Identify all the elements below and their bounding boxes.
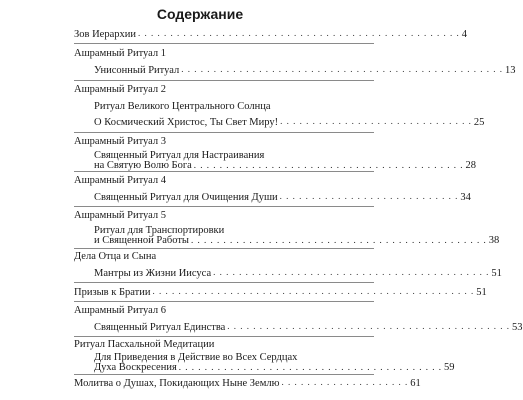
divider (74, 43, 374, 44)
toc-entry-ashram-ritual-4 (74, 175, 374, 186)
toc-entry-ashram-ritual-1 (74, 48, 374, 59)
toc-entry-prayer-for-souls (74, 377, 421, 389)
toc-entry-unison-ritual (94, 64, 516, 76)
toc-entry-label: Дела Отца и Сына (74, 251, 157, 262)
leader-dots: . . . . . . . . . . . . . . . . . . . . . . . . . . . . . . (280, 116, 472, 126)
divider (74, 206, 374, 207)
divider (74, 336, 374, 337)
toc-entry-label: Призыв к Братии (74, 287, 151, 298)
toc-entry-will-of-god-ritual (94, 150, 477, 171)
toc-entry-page: 51 (491, 268, 502, 279)
leader-dots: . . . . . . . . . . . . . . . . . . . . . . . . . . . . . . . . . . . . . . . . . . . . . . (190, 235, 487, 245)
toc-entry-page: 13 (504, 65, 516, 76)
toc-entry-label-line-2: и Священной Работы (94, 235, 189, 246)
toc-entry-transport-ritual (94, 225, 500, 246)
toc-entry-label: Ритуал Пасхальной Медитации (74, 339, 215, 350)
toc-entry-spirit-of-resurrection (94, 352, 455, 373)
leader-dots: . . . . . . . . . . . . . . . . . . . . . . . . . . . . (279, 191, 459, 201)
divider (74, 282, 374, 283)
toc-entry-call-to-brethren (74, 286, 487, 298)
leader-dots: . . . . . . . . . . . . . . . . . . . . . . . . . . . . . . . . . . . . . . . . . . . . (227, 321, 511, 331)
toc-entry-label: Мантры из Жизни Иисуса (94, 268, 212, 279)
divider (74, 171, 374, 172)
toc-entry-label: Ритуал Великого Центрального Солнца (94, 101, 271, 112)
toc-entry-ashram-ritual-2 (74, 84, 374, 95)
divider (74, 132, 374, 133)
toc-entry-label-line-1: Для Приведения в Действие во Всех Сердцах (94, 352, 298, 363)
toc-entry-label-line-1: Священный Ритуал для Настраивания (94, 150, 265, 161)
toc-entry-label-line-1: Ритуал для Транспортировки (94, 225, 225, 236)
divider (74, 80, 374, 81)
divider (74, 301, 374, 302)
toc-entry-label: Ашрамный Ритуал 2 (74, 84, 167, 95)
leader-dots: . . . . . . . . . . . . . . . . . . . . . . . . . . . . . . . . . . . . . . . . . . . (213, 267, 490, 277)
toc-entry-label: Молитва о Душах, Покидающих Ныне Землю (74, 378, 280, 389)
leader-dots: . . . . . . . . . . . . . . . . . . . . . . . . . . . . . . . . . . . . . . . . . . . . . . . . . . (152, 286, 475, 296)
toc-entry-label: Ашрамный Ритуал 4 (74, 175, 167, 186)
toc-entry-label: Ашрамный Ритуал 5 (74, 210, 167, 221)
leader-dots: . . . . . . . . . . . . . . . . . . . . . . . . . . . . . . . . . . . . . . . . . (178, 362, 443, 372)
toc-entry-label-line-2: Духа Воскресения (94, 362, 177, 373)
toc-entry-call-of-hierarchy (74, 28, 467, 40)
toc-entry-label: Священный Ритуал для Очищения Души (94, 192, 278, 203)
toc-entry-label: Ашрамный Ритуал 3 (74, 136, 167, 147)
divider (74, 374, 374, 375)
toc-entry-page: 38 (488, 235, 500, 246)
toc-entry-soul-purification-ritual (94, 191, 471, 203)
toc-entry-ashram-ritual-6 (74, 305, 374, 316)
toc-entry-page: 51 (476, 287, 487, 298)
toc-entry-page: 25 (473, 117, 485, 128)
toc-entry-label: О Космический Христос, Ты Свет Миру! (94, 117, 279, 128)
leader-dots: . . . . . . . . . . . . . . . . . . . . (281, 377, 409, 387)
toc-entry-cosmic-christ (94, 116, 485, 128)
toc-entry-label: Ашрамный Ритуал 1 (74, 48, 167, 59)
toc-entry-page: 59 (444, 362, 455, 373)
toc-entry-page: 53 (512, 322, 523, 333)
toc-entry-label: Зов Иерархии (74, 29, 136, 40)
toc-entry-label: Ашрамный Ритуал 6 (74, 305, 167, 316)
toc-entry-easter-meditation-ritual (74, 339, 374, 350)
toc-entry-unity-ritual (94, 321, 523, 333)
toc-entry-page: 28 (465, 160, 477, 171)
toc-entry-page: 4 (461, 29, 467, 40)
toc-entry-mantras-from-life-of-jesus (94, 267, 502, 279)
leader-dots: . . . . . . . . . . . . . . . . . . . . . . . . . . . . . . . . . . . . . . . . . . (193, 160, 464, 170)
leader-dots: . . . . . . . . . . . . . . . . . . . . . . . . . . . . . . . . . . . . . . . . . . . . . . . . . . (138, 28, 460, 38)
toc-entry-ashram-ritual-5 (74, 210, 374, 221)
toc-entry-great-central-sun-ritual (94, 101, 374, 112)
toc-entry-label: Священный Ритуал Единства (94, 322, 226, 333)
leader-dots: . . . . . . . . . . . . . . . . . . . . . . . . . . . . . . . . . . . . . . . . . . . . . . . . . . (181, 64, 503, 74)
page-title: Содержание (156, 6, 244, 22)
divider (74, 248, 374, 249)
toc-entry-label-line-2: на Святую Волю Бога (94, 160, 192, 171)
toc-entry-page: 34 (460, 192, 471, 203)
toc-entry-ashram-ritual-3 (74, 136, 374, 147)
toc-entry-label: Унисонный Ритуал (94, 65, 180, 76)
toc-entry-page: 61 (410, 378, 421, 389)
toc-entry-works-of-father-and-son (74, 251, 374, 262)
